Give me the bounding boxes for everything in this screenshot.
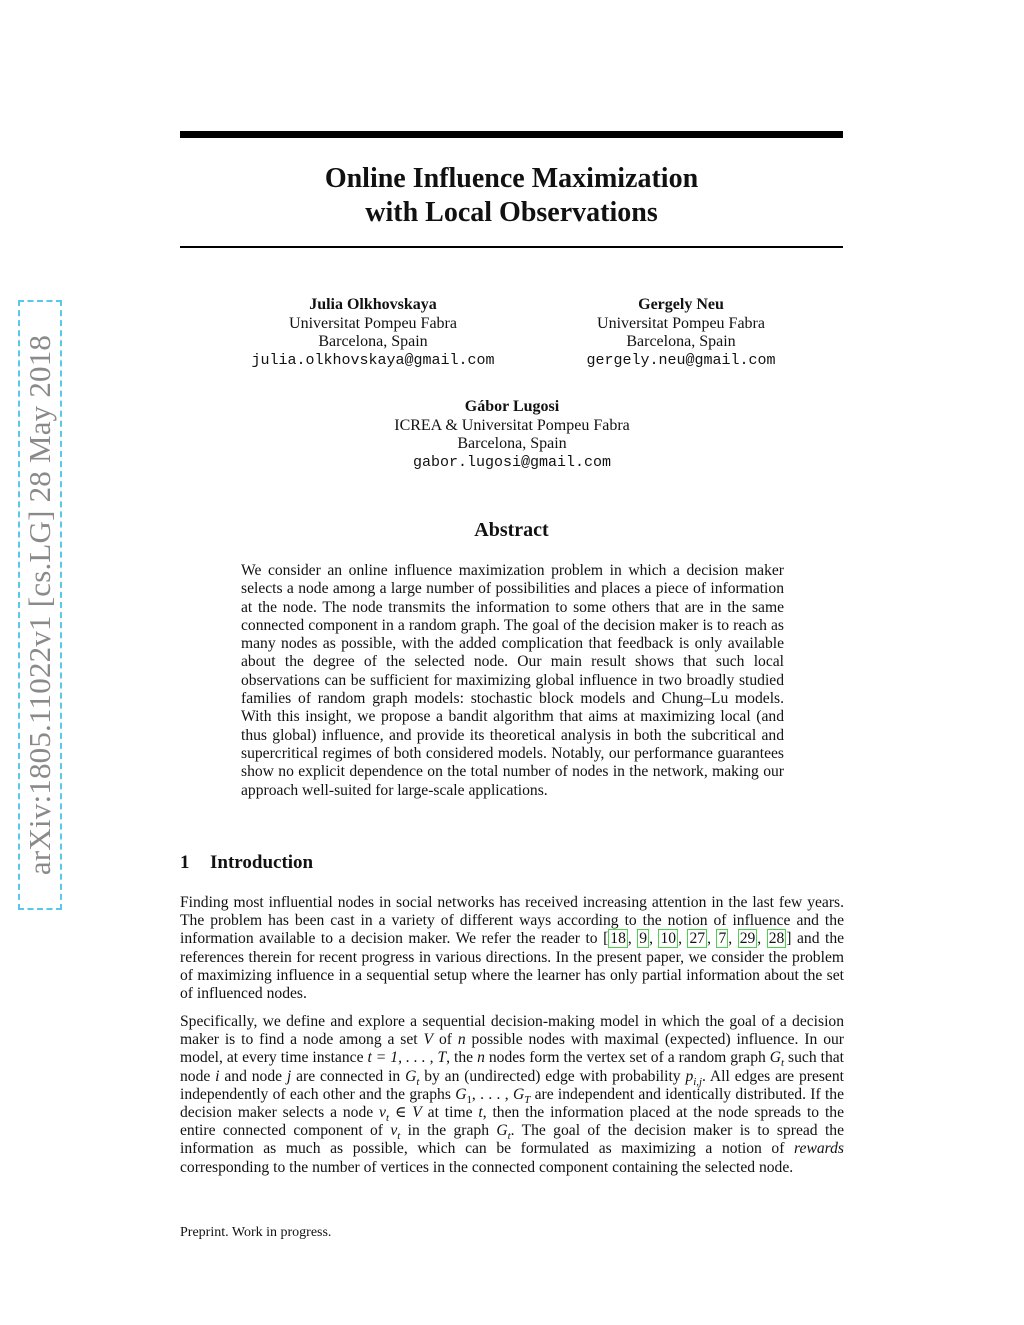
citation-link[interactable]: 28 [768,930,785,948]
text-run: possible nodes with maximal (expected) influence. In our model, at every time instance [180,1031,844,1067]
math-symbol: t = 1, . . . , T [367,1049,447,1067]
math-subscript: 1 [466,1093,472,1106]
author-email[interactable]: gergely.neu@gmail.com [586,351,776,369]
intro-paragraph-2 [180,1013,844,1177]
text-run: at time [421,1104,479,1122]
text-run: by an (undirected) edge with probability [419,1067,686,1085]
text-run: in the graph [400,1122,497,1140]
author-name: Gábor Lugosi [464,398,560,415]
citation-link[interactable]: 10 [660,930,677,948]
author-affiliation: Universitat Pompeu Fabra [289,314,457,332]
citation-link[interactable]: 9 [639,930,648,948]
math-symbol: G [405,1067,417,1085]
citation-link[interactable]: 29 [739,930,756,948]
author-city: Barcelona, Spain [318,333,428,350]
math-subscript: i,j [693,1075,703,1088]
title-top-rule [180,131,843,138]
math-symbol: v [379,1104,386,1122]
author-name: Gergely Neu [638,296,724,313]
paper-title [180,162,843,230]
text-run: are connected in [291,1067,406,1085]
section-number: 1 [180,852,190,873]
math-subscript: t [385,1112,389,1125]
title-bottom-rule [180,246,843,248]
text-run: nodes form the vertex set of a random graph [484,1049,770,1067]
citation-link[interactable]: 27 [689,930,706,948]
text-run: are independent and identically distributed. If the decision maker selects a node [180,1085,845,1122]
math-symbol: i [215,1067,220,1085]
abstract-heading: Abstract [474,519,549,541]
math-subscript: t [781,1057,785,1070]
text-run: . The goal of the decision maker is to spread the information as much as possible, which can be formulated as maximizing a notion of [180,1122,844,1158]
title-line-2: with Local Observations [365,197,658,228]
text-run: , the [446,1049,478,1067]
section-title: Introduction [210,852,314,873]
author-block [362,398,662,472]
math-subscript: T [524,1093,531,1106]
math-symbol: p [685,1067,694,1085]
text-run: , . . . , [471,1085,513,1103]
text-run: of [433,1031,458,1049]
math-symbol: G [769,1049,782,1067]
abstract-text: We consider an online influence maximization problem in which a decision maker selects a node among a large number of possibilities and places a piece of information at the node. The node transmits the information to some others that are in the same connected component in a random graph. The goal of the decision maker is to reach as many nodes as possible, with the added complication that feedback is only available about the degree of the selected node. Our main result shows that such local observations can be sufficient for maximizing global influence in two broadly studied families of random graph models: stochastic block models and Chung–Lu models. With this insight, we propose a bandit algorithm that aims at maximizing local (and thus global) influence, and provide its theoretical analysis in both the subcritical and supercritical regimes of both considered models. Notably, our performance guarantees show no explicit dependence on the total number of nodes in the network, making our approach well-suited for large-scale applications. [241,562,784,799]
math-symbol: j [286,1067,292,1085]
text-run: Specifically, we define and explore a sequential decision-making model in which the goal of a decision maker is to find a node among a set [180,1013,844,1049]
math-symbol: G [496,1122,508,1140]
math-symbol: G [455,1085,467,1103]
text-run: . All edges are present independently of each other and the graphs [180,1067,844,1103]
math-symbol: V [423,1031,434,1049]
arxiv-identifier-stamp [18,300,62,910]
author-city: Barcelona, Spain [626,333,736,350]
math-symbol: ∈ V [389,1104,422,1122]
text-run: ] and the references therein for recent progress in various directions. In the present paper, we consider the problem of maximizing influence in a sequential setup where the learner has only partial information about the set of influenced nodes. [180,930,845,1003]
arxiv-identifier: arXiv:1805.11022v1 [cs.LG] 28 May 2018 [22,334,57,876]
citation-link[interactable]: 18 [610,930,626,948]
author-affiliation: Universitat Pompeu Fabra [597,314,765,332]
math-subscript: t [416,1075,420,1088]
author-email[interactable]: gabor.lugosi@gmail.com [412,453,612,471]
footer-note: Preprint. Work in progress. [180,1225,332,1240]
author-block [531,296,831,370]
text-run: and node [219,1067,287,1085]
title-line-1: Online Influence Maximization [324,163,699,194]
math-symbol: n [477,1049,485,1067]
section-heading [180,852,313,874]
author-name: Julia Olkhovskaya [309,296,437,313]
math-symbol: v [390,1122,398,1140]
math-subscript: t [397,1130,401,1143]
emphasis-text: rewards [794,1140,844,1158]
text-run: , then the information placed at the node spreads to the entire connected component of [180,1104,844,1140]
citation-link[interactable]: 7 [718,930,727,948]
author-email[interactable]: julia.olkhovskaya@gmail.com [251,351,495,369]
author-city: Barcelona, Spain [457,435,567,452]
math-symbol: G [512,1085,525,1103]
text-run: corresponding to the number of vertices in the connected component containing the selected node. [180,1158,794,1176]
author-block [223,296,523,370]
math-symbol: n [457,1031,466,1049]
math-symbol: t [478,1104,483,1122]
text-run: such that node [180,1049,845,1085]
intro-paragraph-1: Finding most influential nodes in social networks has received increasing attention in the last few years. The problem has been cast in a variety of different ways according to the notion of influence and the information available to a decision maker. We refer the reader to [ 18 , 9 , 10 , 27 , 7 , 29 , 28 ] and the references therein for recent progress in various directions. In the present paper, we consider the problem of maximizing influence in a sequential setup where the learner has only partial information about the set of influenced nodes. [180,894,845,1003]
text-run: Finding most influential nodes in social networks has received increasing attention in the last few years. The problem has been cast in a variety of different ways according to the notion of influence and the information available to a decision maker. We refer the reader to [ [180,894,844,948]
math-subscript: t [507,1130,511,1143]
author-affiliation: ICREA & Universitat Pompeu Fabra [394,416,630,434]
